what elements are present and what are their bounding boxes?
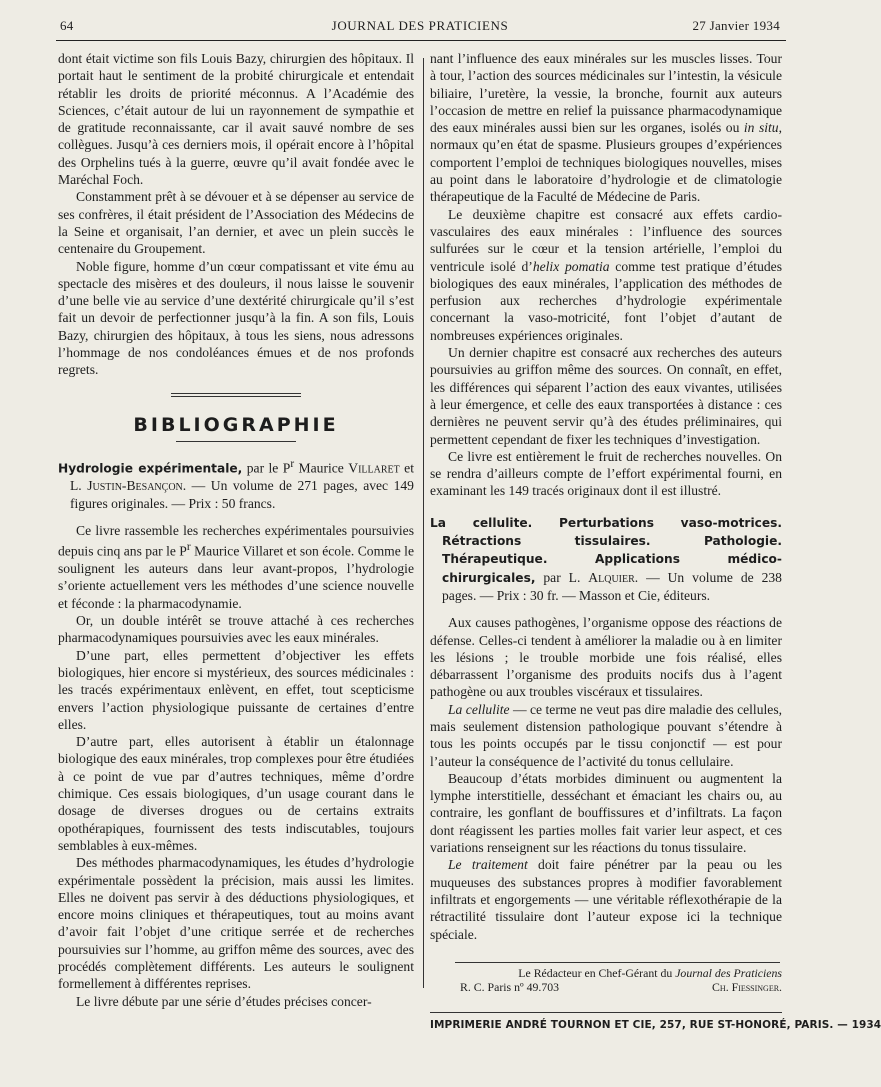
review-italic: in situ xyxy=(743,120,779,136)
footer-rule xyxy=(430,1012,782,1013)
section-title-rule xyxy=(176,441,296,442)
running-header xyxy=(60,18,780,40)
review-continued-1 xyxy=(430,50,782,206)
book-author-name: Alquier xyxy=(588,569,635,585)
review-italic: La cellulite xyxy=(448,701,510,717)
review-paragraph-3: D’une part, elles permettent d’objectiver les effets biologiques, hier encore si mystérieux, des sources médicinales : les tracés expérimentaux enlèvent, en effet, tout scepticisme envers l’action physiologique puissante de certaines d’entre elles. xyxy=(58,647,414,732)
review-text-2: , normaux qu’en état de spasme. Plusieurs groupes d’expériences comportent l’emploi de techniques biologiques nouvelles, mises au point dans le laboratoire d’hydrologie et de climatologie thérapeutique de la Faculté de Médecine de Paris. xyxy=(430,120,782,205)
review-continued-2 xyxy=(430,206,782,344)
review-text: nant l’influence des eaux minérales sur les muscles lisses. Tour à tour, l’action des sources médicinales sur l’intestin, la vésicule biliaire, l’uretère, la vessie, la bronche, fournit aux auteurs l’occasion de mettre en relief la puissance pharmacodynamique des eaux minérales aussi bien sur les organes, isolés ou xyxy=(430,51,782,136)
review2-paragraph-1: Aux causes pathogènes, l’organisme oppose des réactions de défense. Celles-ci tendent à améliorer la maladie ou à en limiter les lésions ; le trouble morbide une fois réalisé, elles débarrassent l’organisme des produits nocifs dus à l’agent pathogène ou aux troubles viscéraux et tissulaires. xyxy=(430,615,782,700)
right-column xyxy=(430,50,782,943)
review-text: Ce livre rassemble les recherches expérimentales poursuivies depuis cinq ans par le P xyxy=(58,523,414,559)
review-paragraph-4: D’autre part, elles autorisent à établir un étalonnage biologique des eaux minérales, trop complexes pour être étudiées à ce point de vue par d’autres techniques, même d’ordre chimique. Ces essais biologiques, d’un usage courant dans le dosage de diverses drogues ou de certains extraits opothérapiques, fournissent des tests indiscutables, toujours semblables à eux-mêmes. xyxy=(58,734,414,853)
editor-name: Ch. Fiessinger. xyxy=(712,980,782,994)
book-details: . — Un volume de 238 pages. — Prix : 30 fr. — Masson et Cie, éditeurs. xyxy=(442,569,782,603)
review-italic: helix pomatia xyxy=(532,258,610,274)
review-paragraph-1 xyxy=(58,522,414,612)
review-text: — ce terme ne veut pas dire maladie des cellules, mais seulement distension pathologique pouvant s’étendre à tous les points occupés par le tissu conjonctif — est pour l’auteur la conséquence de l’activité du tonus cellulaire. xyxy=(430,701,783,769)
book-title: Hydrologie expérimentale, xyxy=(58,461,243,476)
review2-paragraph-4 xyxy=(430,856,782,942)
section-separator xyxy=(171,393,301,397)
journal-name: Journal des Praticiens xyxy=(675,966,782,980)
book-author-name-2: Justin-Besançon xyxy=(87,478,183,494)
review-text-2: comme test pratique d’études biologiques des eaux minérales, l’application des méthodes de perfusion aux recherches d’hydrologie expérimentale concernant la vaso-motricité, font l’objet d’autant de nombreuses expériences originales. xyxy=(430,258,782,343)
review-text: Le deuxième chapitre est consacré aux effets cardio-vasculaires des eaux minérales : l’influence des sources sulfurées sur le cœur et la tension artérielle, l’emploi du ventricule isolé d’ xyxy=(430,206,782,274)
book-author-join: et L. xyxy=(70,460,414,494)
issue-date: 27 Janvier 1934 xyxy=(692,18,780,33)
review-paragraph-5: Des méthodes pharmacodynamiques, les études d’hydrologie expérimentale possèdent la précision, mais aussi les limites. Elles ne doivent pas servir à des déductions physiologiques, et encore moins cliniques et thérapeutiques, tout au moins avant d’avoir fait l’objet d’une critique serrée et de recherches poursuivies sur l’homme, au griffon même des sources, avec des procédés complètement différents. Les auteurs le soulignent formellement à différentes reprises. xyxy=(58,855,414,992)
review-sup: r xyxy=(186,541,191,554)
header-rule xyxy=(56,40,786,41)
review-continued-4: Ce livre est entièrement le fruit de recherches nouvelles. On se rendra d’ailleurs compte de l’effort expérimental fourni, en examinant les 149 tracés originaux dont il est illustré. xyxy=(430,448,782,499)
review2-paragraph-2 xyxy=(430,701,782,770)
review-text: doit faire pénétrer par la peau ou les muqueuses des substances propres à modifier favorablement infiltrats et engorgements — une véritable réflexothérapie de la rétractilité tissulaire dont l’auteur expose ici la technique spéciale. xyxy=(430,857,783,942)
signature-rule xyxy=(455,962,780,963)
obituary-paragraph-1: dont était victime son fils Louis Bazy, chirurgien des hôpitaux. Il portait haut le sentiment de la probité chirurgicale et entendait rétablir les droits de priorité méconnus. A l’Académie des Sciences, c’était autour de lui un rayonnement de sympathie et de gratitude reconnaissante, car il avait sauvé nombre de ses collègues. Jusqu’à ces derniers mois, il opérait encore à l’hôpital des Orphelins tués à la guerre, œuvre qu’il avait fondée avec le Maréchal Foch. xyxy=(58,51,414,188)
editor-role-text: Le Rédacteur en Chef-Gérant du xyxy=(518,966,676,980)
book-by: par L. xyxy=(535,569,589,585)
book-entry-hydrologie xyxy=(58,456,414,512)
editor-role xyxy=(518,966,782,980)
book-entry-cellulite xyxy=(430,514,782,604)
book-title: La cellulite. Perturbations vaso-motrices. Rétractions tissulaires. Pathologie. Thérapeutique. Applications médico-chirurgicales, xyxy=(430,515,782,585)
obituary-paragraph-2: Constamment prêt à se dévouer et à se dépenser au service de ses confrères, il était président de l’Association des Médecins de la Seine et organisait, l’an dernier, et avec un plein succès le centenaire du Groupement. xyxy=(58,189,414,257)
review-continued-3: Un dernier chapitre est consacré aux recherches des auteurs poursuivies au griffon même des sources. On connaît, en effet, les différences qui séparent l’action des eaux vivantes, utilisées à leur émergence, et celle des eaux transportées à distance : ces dernières ne peuvent servir qu’à des études préliminaires, qui permettent cependant de fixer les techniques d’investigation. xyxy=(430,345,782,447)
review-paragraph-6: Le livre débute par une série d’études précises concer- xyxy=(76,993,372,1009)
printer-imprint: IMPRIMERIE ANDRÉ TOURNON ET CIE, 257, RUE ST-HONORÉ, PARIS. — 1934 xyxy=(430,1019,881,1031)
column-divider xyxy=(423,58,424,988)
book-author-first: Maurice xyxy=(294,460,349,476)
review-paragraph-2: Or, un double intérêt se trouve attaché à ces recherches pharmacodynamiques poursuivies avec les eaux minérales. xyxy=(58,613,414,646)
book-details: . — Un volume de 271 pages, avec 149 figures originales. — Prix : 50 francs. xyxy=(70,478,414,511)
review2-paragraph-3: Beaucoup d’états morbides diminuent ou augmentent la lymphe interstitielle, desséchant et émaciant les chairs ou, au contraire, les gonflant de bouffissures et d’infiltrats. La façon dont réagissent les parties molles fait varier leur aspect, et ces variations renseignent sur les réactions du tonus tissulaire. xyxy=(430,770,782,856)
registration-number: R. C. Paris nº 49.703 xyxy=(460,980,560,994)
review-italic: Le traitement xyxy=(448,857,528,873)
left-column xyxy=(58,50,414,1010)
book-by: par le P xyxy=(242,460,291,476)
page-number: 64 xyxy=(60,18,74,33)
section-title: BIBLIOGRAPHIE xyxy=(133,413,339,436)
review-text-2: Maurice Villaret et son école. Comme le soulignent les auteurs dans leur avant-propos, l’hydrologie s’oriente actuellement vers les méthodes d’une science nouvelle et féconde : la pharmacodynamie. xyxy=(58,543,414,611)
journal-title: JOURNAL DES PRATICIENS xyxy=(331,18,509,33)
obituary-paragraph-3: Noble figure, homme d’un cœur compatissant et vite ému au spectacle des misères et des douleurs, il nous laisse le souvenir d’une belle vie au service d’une dextérité chirurgicale qu’il s’est fait un devoir de perfectionner jusqu’à la fin. A son fils, Louis Bazy, chirurgien des hôpitaux, à tous les siens, nous adressons l’hommage de nos condoléances émues et de nos profonds regrets. xyxy=(58,258,414,378)
book-by-sup: r xyxy=(290,457,295,470)
book-author-name: Villaret xyxy=(348,460,400,476)
